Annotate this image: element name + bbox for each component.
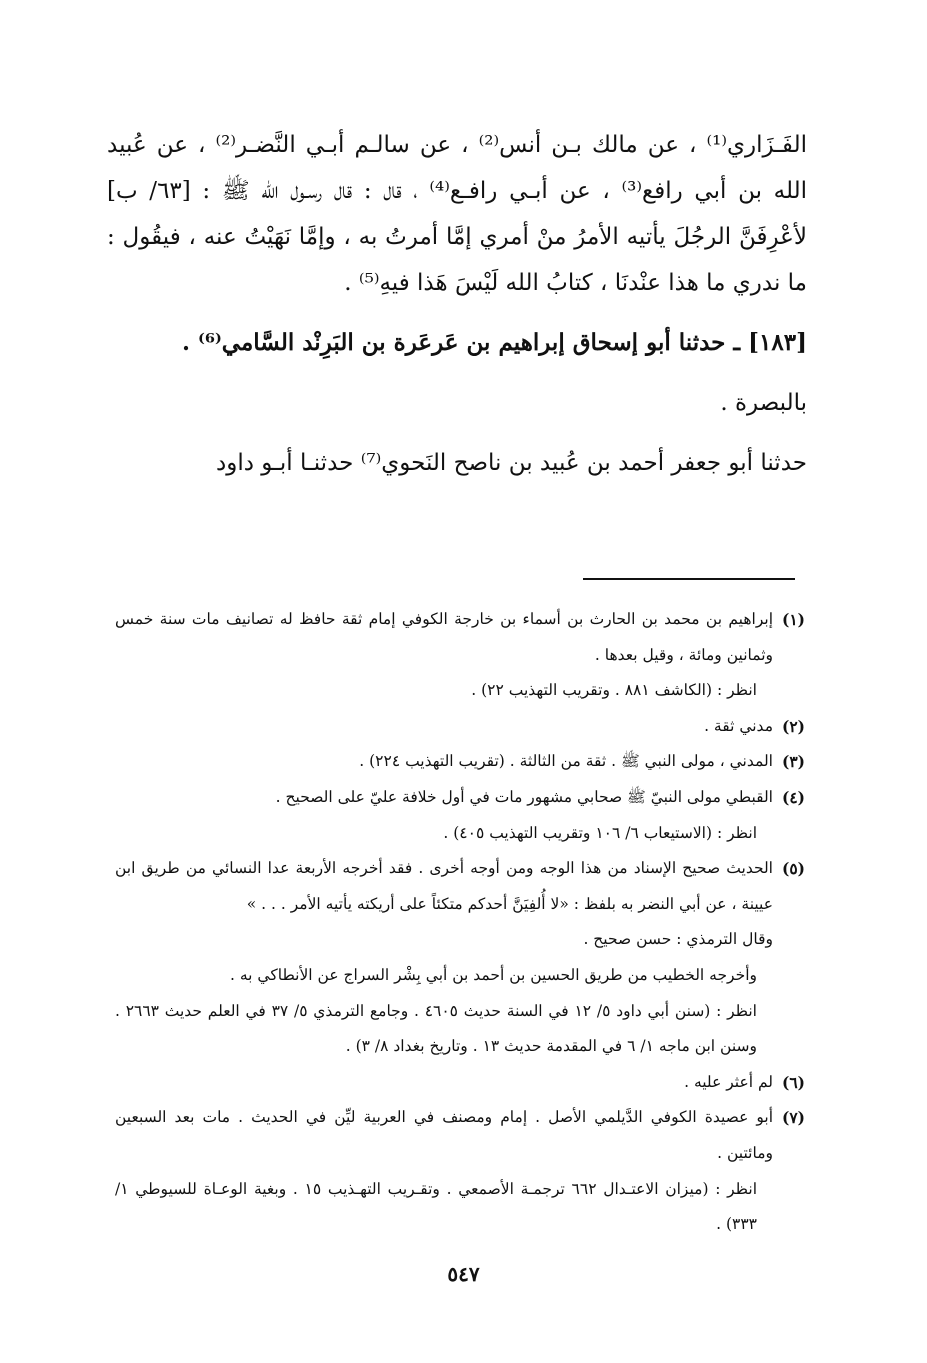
footnote-text: إبراهيم بن محمد بن الحارث بن أسماء بن خارجة الكوفي إمام ثقة حافظ له تصانيف مات سنة خمس وثمانين ومائة ، وقيل بعدها . xyxy=(115,610,773,664)
place-line: بالبصرة . xyxy=(720,390,807,416)
footnote-3 xyxy=(115,744,805,780)
footnote-2 xyxy=(115,709,805,745)
footnote-number: (٣) xyxy=(781,752,805,772)
footnote-divider xyxy=(583,578,795,580)
footnote-5-line-2: وقال الترمذي : حسن صحيح . xyxy=(583,930,773,949)
hadith-paragraph: الفَـزَاري⁽¹⁾ ، عن مالك بـن أنس⁽²⁾ ، عن سالـم أبـي النَّضـر⁽²⁾ ، عن عُبيد الله بن أبي رافع⁽³⁾ ، عن أبـي رافـع⁽⁴⁾ ، قال : قال رسـول الله ﷺ : [٦٣/ ب] لأعْرِفَنَّ الرجُلَ يأتيه الأمرُ منْ أمري إمَّا أمرتُ به ، وإمَّا نَهَيْتُ عنه ، فيقُول : ما ندري ما هذا عنْدنَا ، كتابُ الله لَيْسَ هَذا فيهِ⁽⁵⁾ . xyxy=(107,132,808,296)
footnote-text: لم أعثر عليه . xyxy=(684,1072,773,1091)
footnote-number: (٤) xyxy=(781,787,805,807)
footnote-7-reference: انظر : (ميزان الاعتـدال ٦٦٢ ترجمـة الأصمعي . وتقـريب التهـذيب ١٥ . وبغية الوعـاة للسيوطي ١/ ٣٣٣) . xyxy=(115,1179,758,1234)
footnote-4-reference: انظر : (الاستيعاب ٦/ ١٠٦ وتقريب التهذيب ٤٠٥) . xyxy=(443,823,757,842)
footnote-text: الحديث صحيح الإسناد من هذا الوجه ومن أوجه أخرى . فقد أخرجه الأربعة عدا النسائي من طريق ابن عيينة ، عن أبي النضر به بلفظ : «لا أُلفِيَنَّ أحدكم متكئاً على أريكته يأتيه الأمر . . . » xyxy=(115,859,773,913)
footnote-text: المدني ، مولى النبي ﷺ . ثقة من الثالثة . (تقريب التهذيب ٢٢٤) . xyxy=(359,752,773,771)
footnotes xyxy=(115,602,805,1243)
footnote-5 xyxy=(115,851,805,922)
hadith-heading: [١٨٣] ـ حدثنا أبو إسحاق إبراهيم بن عَرعَرة بن البَرِنْد السَّامي⁽⁶⁾ . xyxy=(182,329,807,356)
footnote-text: القبطي مولى النبيّ ﷺ صحابي مشهور مات في أول خلافة عليّ على الصحيح . xyxy=(275,787,773,806)
footnote-number: (١) xyxy=(781,610,805,629)
chain-line: حدثنا أبو جعفر أحمد بن عُبيد بن ناصح النَحوي⁽⁷⁾ حدثنـا أبـو داود xyxy=(215,450,807,476)
page-number: ٥٤٧ xyxy=(447,1262,480,1286)
footnote-5-line-3: وأخرجه الخطيب من طريق الحسين بن أحمد بن أبي بِشْر السراج عن الأنطاكي به . xyxy=(230,965,757,984)
footnote-1-reference: انظر : (الكاشف ٨٨١ . وتقريب التهذيب ٢٢) . xyxy=(471,681,757,700)
footnote-number: (٥) xyxy=(781,859,805,879)
footnote-text: مدني ثقة . xyxy=(704,716,773,735)
footnote-6 xyxy=(115,1065,805,1101)
footnote-text: أبو عصيدة الكوفي الدَّيلمي الأصل . إمام ومصنف في العربية ليِّن في الحديث . مات بعد السبعين ومائتين . xyxy=(115,1108,773,1162)
footnote-5-reference: انظر : (سنن أبي داود ٥/ ١٢ في السنة حديث ٤٦٠٥ . وجامع الترمذي ٥/ ٣٧ في العلم حديث ٢٦٦٣ . وسنن ابن ماجه ١/ ٦ في المقدمة حديث ١٣ . وتاريخ بغداد ٨/ ٣) . xyxy=(115,1001,757,1056)
footnote-number: (٦) xyxy=(781,1072,805,1092)
footnote-number: (٢) xyxy=(781,716,805,736)
main-text xyxy=(107,122,807,486)
footnote-1 xyxy=(115,602,805,673)
footnote-number: (٧) xyxy=(781,1108,805,1128)
footnote-7 xyxy=(115,1100,805,1171)
footnote-4 xyxy=(115,780,805,816)
